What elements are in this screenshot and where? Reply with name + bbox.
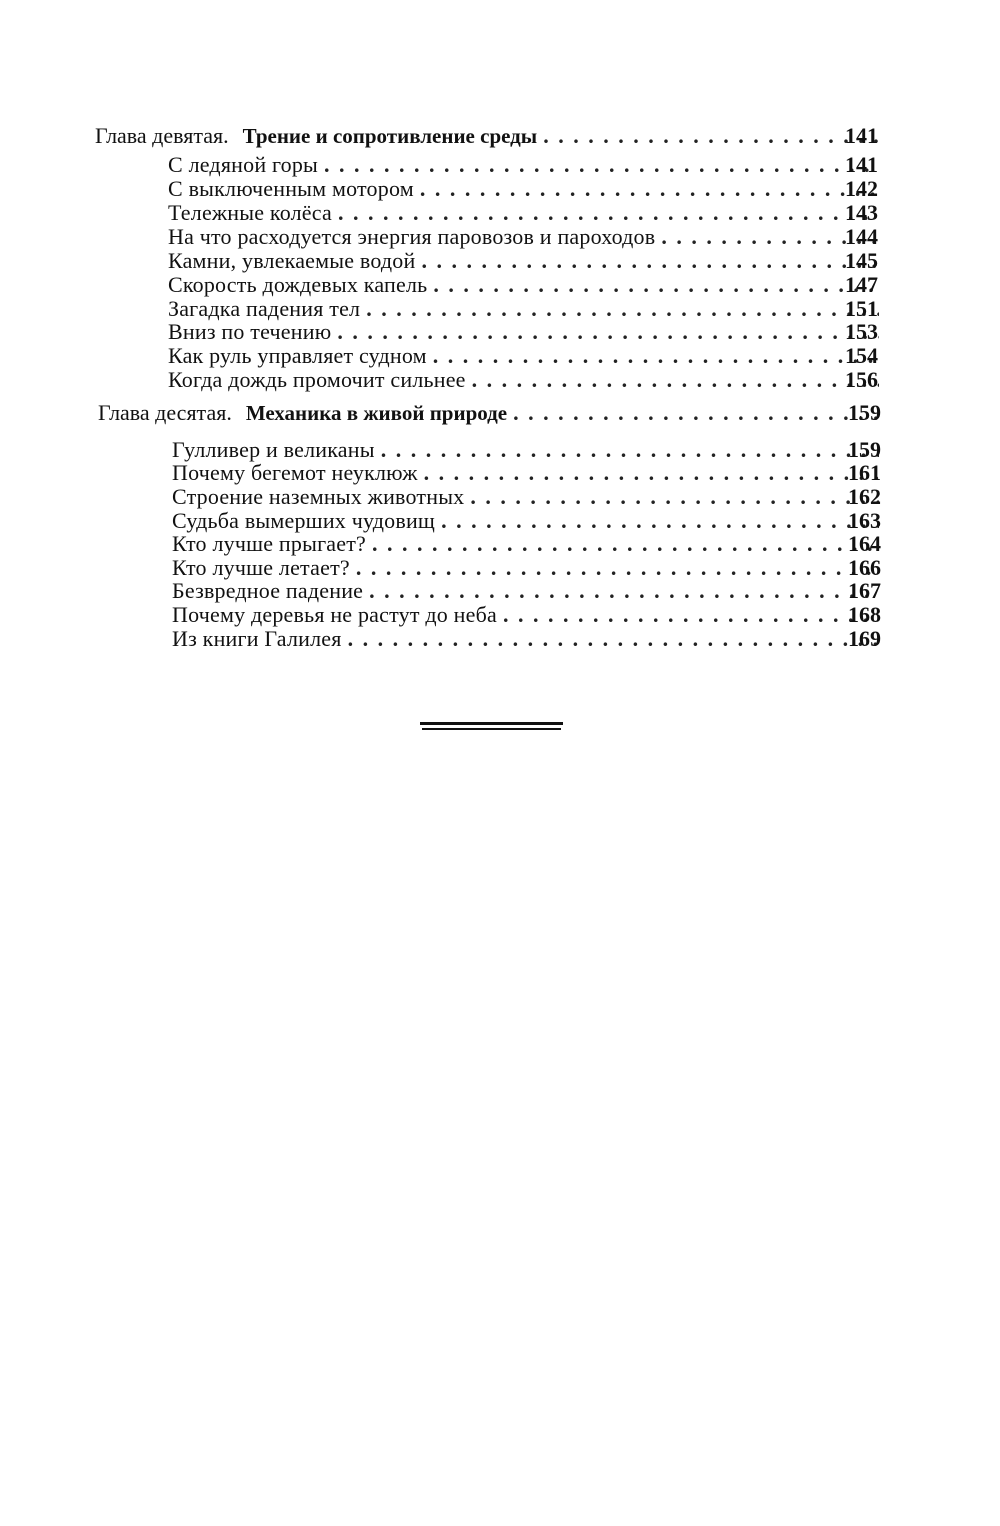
dot-leader — [543, 124, 879, 148]
page-number: 151 — [845, 296, 878, 321]
page-number: 143 — [845, 200, 878, 225]
dot-leader — [424, 461, 879, 485]
toc-entry-row — [0, 627, 1000, 651]
chapter-title: Трение и сопротивление среды — [242, 124, 538, 148]
entry-title: Почему деревья не растут до неба — [172, 603, 497, 627]
toc-entry-row — [0, 320, 1000, 344]
entry-title: С ледяной горы — [168, 153, 319, 177]
page-number: 161 — [848, 460, 881, 485]
dot-leader — [338, 201, 879, 225]
toc-entry-row — [0, 579, 1000, 603]
toc-chapter-row — [0, 124, 1000, 148]
toc-chapter-row — [0, 401, 1000, 425]
entry-title: Камни, увлекаемые водой — [168, 249, 416, 273]
entry-title: На что расходуется энергия паровозов и пароходов — [168, 225, 656, 249]
page-number: 159 — [848, 400, 881, 425]
toc-entry-row — [0, 603, 1000, 627]
dot-leader — [433, 273, 879, 297]
toc-entry-row — [0, 485, 1000, 509]
entry-title: Скорость дождевых капель — [168, 273, 428, 297]
dot-leader — [433, 344, 879, 368]
page-number: 141 — [845, 152, 878, 177]
page-number: 154 — [845, 343, 878, 368]
entry-title: Почему бегемот неуклюж — [172, 461, 418, 485]
entry-title: Кто лучше летает? — [172, 556, 350, 580]
toc-entry-row — [0, 153, 1000, 177]
rule-line-thick — [420, 722, 563, 725]
entry-title: Строение наземных животных — [172, 485, 465, 509]
entry-title: Гулливер и великаны — [172, 438, 375, 462]
entry-title: С выключенным мотором — [168, 177, 414, 201]
dot-leader — [369, 579, 879, 603]
dot-leader — [470, 485, 879, 509]
dot-leader — [337, 320, 879, 344]
page-number: 144 — [845, 224, 878, 249]
dot-leader — [348, 627, 879, 651]
entry-title: Кто лучше прыгает? — [172, 532, 366, 556]
chapter-title: Механика в живой природе — [245, 401, 508, 425]
entry-title: Вниз по течению — [168, 320, 332, 344]
dot-leader — [503, 603, 879, 627]
page-number: 169 — [848, 626, 881, 651]
toc-entry-row — [0, 297, 1000, 321]
entry-title: Из книги Галилея — [172, 627, 342, 651]
entry-title: Когда дождь промочит сильнее — [168, 368, 466, 392]
dot-leader — [472, 368, 879, 392]
dot-leader — [324, 153, 879, 177]
toc-entry-row — [0, 177, 1000, 201]
page-number: 166 — [848, 555, 881, 580]
page-number: 141 — [845, 123, 878, 148]
toc-entry-row — [0, 368, 1000, 392]
dot-leader — [356, 556, 879, 580]
page-number: 159 — [848, 437, 881, 462]
page-number: 168 — [848, 602, 881, 627]
page-number: 167 — [848, 578, 881, 603]
toc-entry-row — [0, 438, 1000, 462]
toc-entry-row — [0, 225, 1000, 249]
entry-title: Тележные колёса — [168, 201, 332, 225]
page-number: 156 — [845, 367, 878, 392]
entry-title: Судьба вымерших чудовищ — [172, 509, 436, 533]
rule-line-thin — [422, 728, 561, 730]
chapter-label: Глава десятая. — [98, 401, 232, 425]
dot-leader — [420, 177, 879, 201]
page-number: 162 — [848, 484, 881, 509]
dot-leader — [381, 438, 879, 462]
toc-entry-row — [0, 532, 1000, 556]
page-number: 145 — [845, 248, 878, 273]
toc-entry-row — [0, 344, 1000, 368]
entry-title: Загадка падения тел — [168, 297, 361, 321]
toc-entry-row — [0, 273, 1000, 297]
page-number: 163 — [848, 508, 881, 533]
toc-entry-row — [0, 249, 1000, 273]
entry-title: Безвредное падение — [172, 579, 364, 603]
chapter-label: Глава девятая. — [95, 124, 229, 148]
page-number: 153 — [845, 319, 878, 344]
page-number: 147 — [845, 272, 878, 297]
page-number: 142 — [845, 176, 878, 201]
toc-entry-row — [0, 461, 1000, 485]
toc-entry-row — [0, 556, 1000, 580]
dot-leader — [441, 509, 879, 533]
dot-leader — [372, 532, 879, 556]
page-number: 164 — [848, 531, 881, 556]
toc-entry-row — [0, 201, 1000, 225]
closing-double-rule — [420, 722, 563, 732]
dot-leader — [366, 297, 879, 321]
entry-title: Как руль управляет судном — [168, 344, 427, 368]
dot-leader — [513, 401, 879, 425]
toc-entry-row — [0, 509, 1000, 533]
dot-leader — [421, 249, 879, 273]
